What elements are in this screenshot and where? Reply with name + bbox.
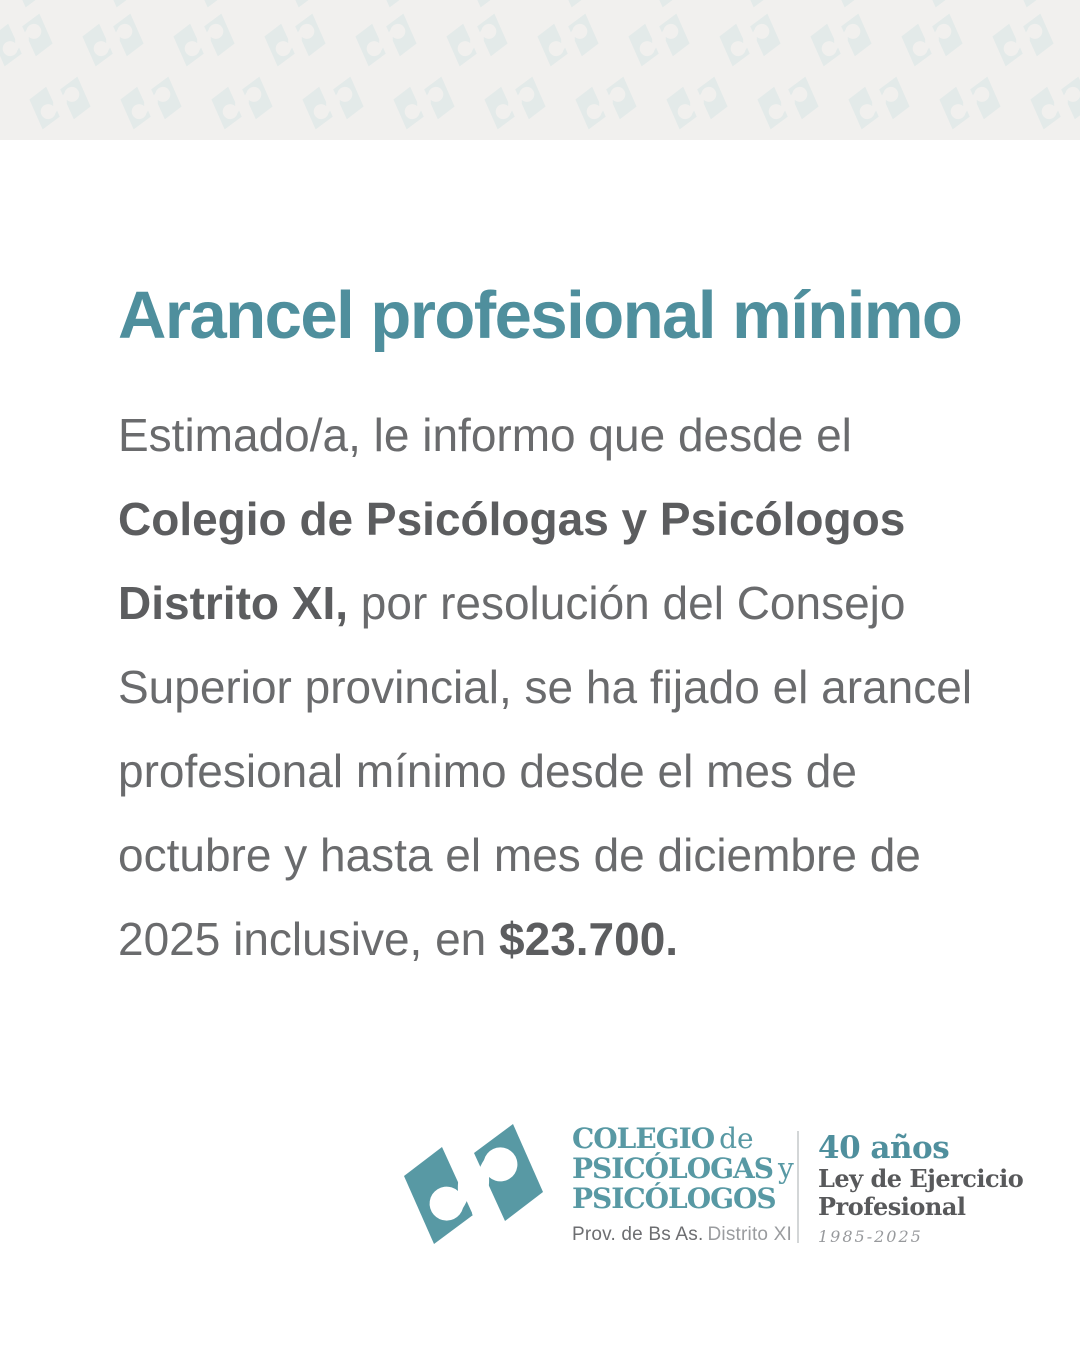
logo-pattern-icon [264,14,325,67]
logo-pattern-icon [537,14,598,67]
vertical-divider [797,1131,799,1243]
page-title: Arancel profesional mínimo [118,278,962,353]
logo-pattern-icon [484,77,545,130]
logo-pattern-icon [757,77,818,130]
org-name-caps: PSICÓLOGAS [572,1152,773,1185]
logo-pattern-icon [831,0,892,7]
text-segment: Estimado/a, le informo que desde el [118,409,852,461]
logo-pattern-icon [29,77,90,130]
logo-pattern-icon [120,77,181,130]
logo-pattern-icon [467,0,528,7]
colegio-logo-icon [403,1123,544,1245]
logo-pattern-icon [628,14,689,67]
logo-pattern-icon [302,77,363,130]
logo-pattern-icon [393,77,454,130]
logo-pattern-icon [740,0,801,7]
text-segment: por resolución del Consejo Superior provincial, se ha fijado el arancel profesional mínimo desde el mes de octubre y hasta el mes de diciembre de 2025 inclusive, en [118,577,973,965]
org-subtitle-district: Distrito XI [707,1224,793,1245]
logo-pattern-icon [922,0,983,7]
logo-pattern-icon [666,77,727,130]
text-segment: $23.700. [499,913,679,965]
logo-pattern-icon [0,14,53,67]
org-subtitle [572,1224,794,1246]
org-name-caps: COLEGIO [572,1122,715,1155]
logo-pattern-icon [1013,0,1074,7]
org-name-block [572,1124,794,1246]
announcement-text [118,393,1002,981]
org-name-line2 [572,1154,794,1184]
logo-pattern-icon [446,14,507,67]
org-name-line3 [572,1184,794,1214]
logo-pattern-icon [194,0,255,7]
logo-pattern-icon [992,14,1053,67]
logo-pattern [0,0,1080,140]
logo-pattern-icon [285,0,346,7]
org-name-line1 [572,1124,794,1154]
anniversary-law-line2: Profesional [818,1192,966,1221]
anniversary-block [818,1131,1023,1246]
logo-pattern-icon [939,77,1000,130]
logo-pattern-icon [211,77,272,130]
anniversary-years: 40 años [818,1130,950,1166]
logo-pattern-icon [103,0,164,7]
logo-pattern-icon [810,14,871,67]
header-banner [0,0,1080,140]
logo-pattern-icon [376,0,437,7]
logo-pattern-icon [1030,77,1080,130]
org-name-caps: PSICÓLOGOS [572,1182,776,1215]
org-name-small: y [777,1152,794,1185]
logo-pattern-icon [355,14,416,67]
text-segment: Colegio de Psicólogas y Psicólogos Distrito XI, [118,493,906,629]
logo-pattern-icon [173,14,234,67]
logo-pattern-icon [575,77,636,130]
logo-pattern-icon [719,14,780,67]
org-subtitle-province: Prov. de Bs As. [572,1224,704,1245]
logo-pattern-icon [649,0,710,7]
logo-pattern-icon [848,77,909,130]
anniversary-law-line1: Ley de Ejercicio [818,1164,1024,1193]
logo-pattern-icon [901,14,962,67]
logo-pattern-icon [558,0,619,7]
org-name-small: de [719,1122,754,1155]
logo-pattern-icon [12,0,73,7]
logo-pattern-icon [82,14,143,67]
anniversary-year-range: 1985-2025 [818,1227,923,1246]
